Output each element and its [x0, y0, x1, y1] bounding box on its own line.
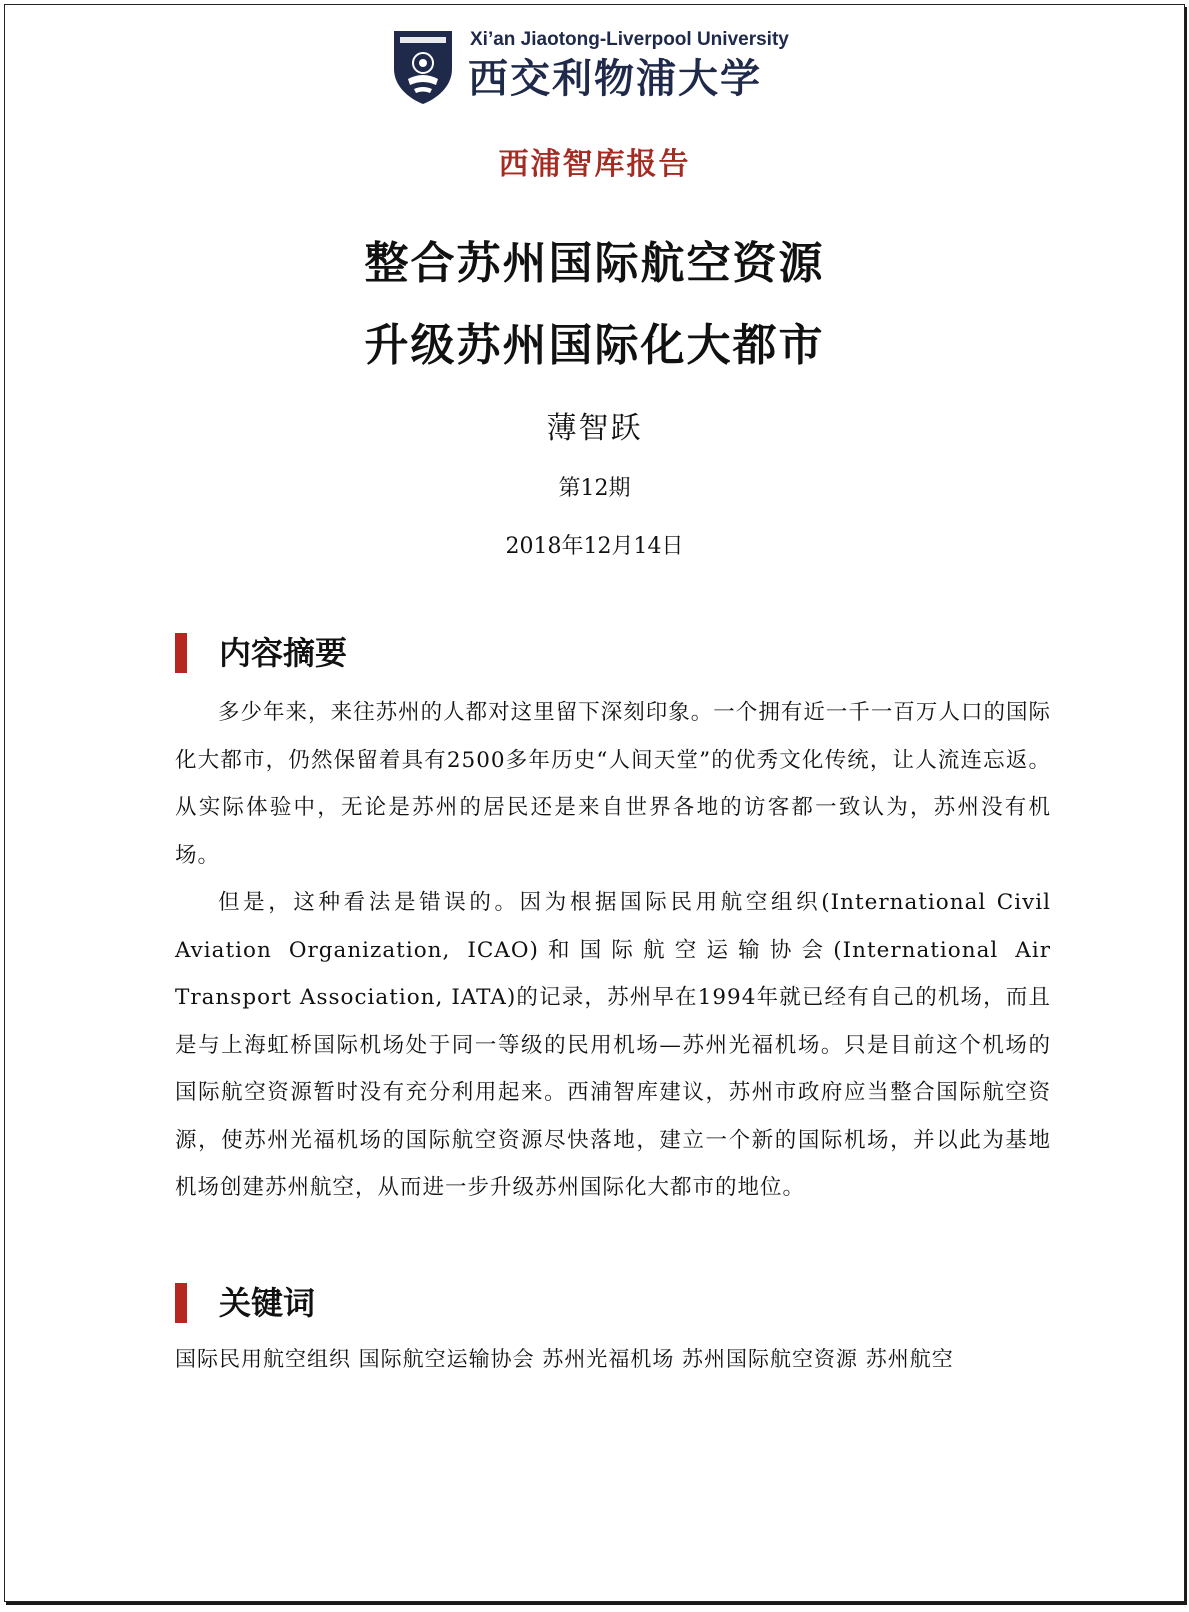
report-title-line-2: 升级苏州国际化大都市 [364, 320, 825, 371]
section-marker-bar [175, 1283, 187, 1323]
report-title-line-1: 整合苏州国际航空资源 [364, 238, 825, 289]
author-name: 薄智跃 [546, 411, 643, 446]
issue-number: 第12期 [558, 476, 631, 501]
abstract-paragraph-2: 但是，这种看法是错误的。因为根据国际民用航空组织(International Civil Aviation Organization, ICAO)和国际航空运输协会(International Air Transport Association, IATA)的记录，苏州早在1994年就已经有自己的机场，而且是与上海虹桥国际机场处于同一等级的民用机场—苏州光福机场。只是目前这个机场的国际航空资源暂时没有充分利用起来。西浦智库建议，苏州市政府应当整合国际航空资源，使苏州光福机场的国际航空资源尽快落地，建立一个新的国际机场，并以此为基地机场创建苏州航空，从而进一步升级苏州国际化大都市的地位。 [175, 890, 1051, 1200]
section-marker-bar [175, 633, 187, 673]
publish-date: 2018年12月14日 [505, 534, 684, 559]
university-name-cn: 西交利物浦大学 [468, 55, 762, 102]
report-series: 西浦智库报告 [498, 147, 691, 182]
university-logo [392, 27, 812, 113]
abstract-body [175, 689, 1051, 1212]
university-name-en: Xi’an Jiaotong-Liverpool University [470, 29, 789, 50]
university-shield-logo [392, 29, 454, 105]
abstract-paragraph-1: 多少年来，来往苏州的人都对这里留下深刻印象。一个拥有近一千一百万人口的国际化大都市，仍然保留着具有2500多年历史“人间天堂”的优秀文化传统，让人流连忘返。从实际体验中，无论是苏州的居民还是来自世界各地的访客都一致认为，苏州没有机场。 [175, 700, 1051, 868]
keywords-heading-text: 关键词 [219, 1284, 316, 1322]
abstract-heading-text: 内容摘要 [219, 634, 348, 672]
keywords-list: 国际民用航空组织 国际航空运输协会 苏州光福机场 苏州国际航空资源 苏州航空 [175, 1347, 954, 1371]
document-page [4, 4, 1185, 1602]
